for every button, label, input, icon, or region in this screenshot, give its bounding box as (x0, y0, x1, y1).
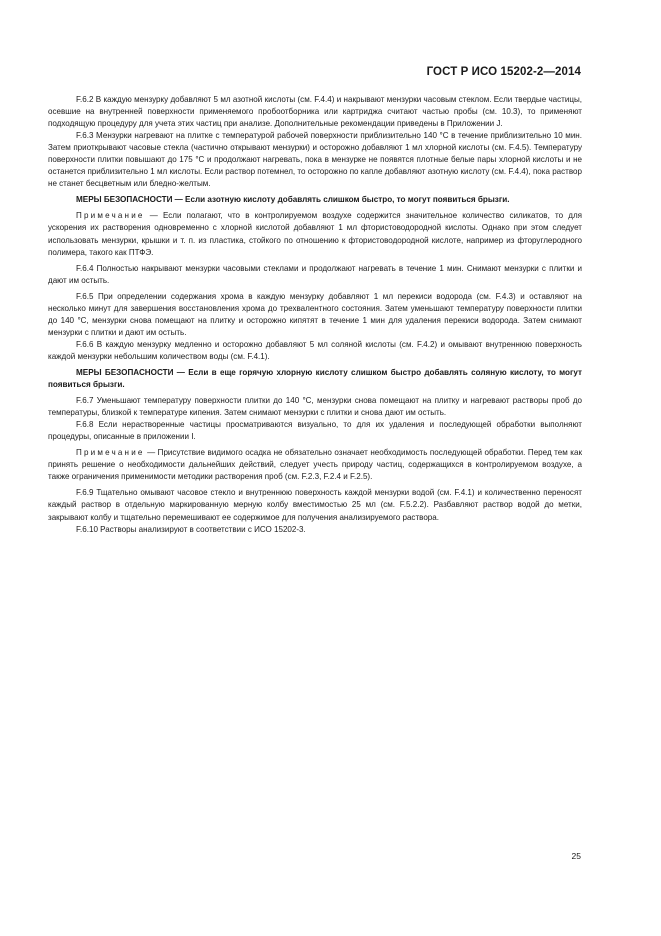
note-text: — Присутствие видимого осадка не обязательно означает необходимость последующей обработки. Перед тем как принять решение о необходимости дальнейших действий, следует учесть природу частиц, содержащихся в контролируемом воздухе, а также ограничения применимости методики растворения проб (см. F.2.3, F.2.4 и F.2.5). (48, 448, 582, 482)
paragraph-f-6-3: F.6.3 Мензурки нагревают на плитке с температурой рабочей поверхности приблизительно 140 °C в течение приблизительно 10 мин. Затем приоткрывают часовые стекла (частично открывают мензурки) и осторожно добавляют 1 мл хлорной кислоты (см. F.4.5). Температуру поверхности плитки повышают до 175 °C и продолжают нагревать, пока в мензурке не появятся плотные белые пары хлорной кислоты и не останется приблизительно 1 мл кислоты. Если раствор потемнел, то осторожно по капле добавляют азотную кислоту (см. F.4.4), пока раствор не станет бесцветным или бледно-желтым. (48, 131, 582, 189)
note-label: Примечание (76, 211, 145, 221)
paragraph-f-6-9: F.6.9 Тщательно омывают часовое стекло и внутреннюю поверхность каждой мензурки водой (см. F.4.1) и количественно переносят каждый раствор в отдельную маркированную мерную колбу вместимостью 25 мл (см. F.5.2.2). Разбавляют раствор водой до метки, закрывают колбу и тщательно перемешивают ее содержимое для получения анализируемого раствора. (48, 488, 582, 522)
document-body (48, 94, 582, 536)
note-text: — Если полагают, что в контролируемом воздухе содержится значительное количество силикатов, то для ускорения их растворения одновременно с хлорной кислотой добавляют 1 мл фтористоводородной кислоты. Однако при этом следует использовать мензурки, крышки и т. п. из пластика, стойкого по отношению к фтористоводородной кислоте, например из фторуглеродного полимера, такого как ПТФЭ. (48, 211, 582, 257)
paragraph-f-6-7: F.6.7 Уменьшают температуру поверхности плитки до 140 °C, мензурки снова помещают на плитку и нагревают растворы проб до температуры, близкой к температуре кипения. Затем снимают мензурки с плитки и снова дают им остыть. (48, 396, 582, 418)
paragraph-f-6-10: F.6.10 Растворы анализируют в соответствии с ИСО 15202-3. (76, 524, 306, 534)
safety-warning: МЕРЫ БЕЗОПАСНОСТИ — Если в еще горячую хлорную кислоту слишком быстро добавлять соляную кислоту, то могут появиться брызги. (48, 367, 582, 390)
paragraph-f-6-4: F.6.4 Полностью накрывают мензурки часовыми стеклами и продолжают нагревать в течение 1 мин. Снимают мензурки с плитки и дают им остыть. (48, 263, 582, 285)
note-paragraph (48, 447, 582, 483)
safety-warning: МЕРЫ БЕЗОПАСНОСТИ — Если азотную кислоту добавлять слишком быстро, то могут появиться брызги. (76, 195, 510, 205)
document-header: ГОСТ Р ИСО 15202-2—2014 (426, 66, 581, 78)
paragraph-f-6-2: F.6.2 В каждую мензурку добавляют 5 мл азотной кислоты (см. F.4.4) и накрывают мензурки часовым стеклом. Если твердые частицы, осевшие на внутренней поверхности применяемого пробоотборника или картриджа считают частью пробы (см. 10.3), то применяют подходящую процедуру для учета этих частиц при анализе. Дополнительные рекомендации приведены в Приложении J. (48, 95, 582, 129)
paragraph-f-6-8: F.6.8 Если нерастворенные частицы просматриваются визуально, то для их удаления и последующей обработки выполняют процедуры, описанные в приложении I. (48, 420, 582, 442)
note-label: Примечание (76, 448, 145, 458)
page-number: 25 (571, 851, 581, 861)
paragraph-f-6-5: F.6.5 При определении содержания хрома в каждую мензурку добавляют 1 мл перекиси водорода (см. F.4.3) и оставляют на несколько минут для завершения восстановления хрома до трехвалентного состояния. Затем уменьшают температуру поверхности плитки до 140 °C, мензурки снова помещают на плитку и осторожно кипятят в течение 1 мин для удаления перекиси водорода. Затем снимают мензурки с плитки и дают им остыть. (48, 291, 582, 337)
paragraph-f-6-6: F.6.6 В каждую мензурку медленно и осторожно добавляют 5 мл соляной кислоты (см. F.4.2) и омывают внутреннюю поверхность каждой мензурки небольшим количеством воды (см. F.4.1). (48, 339, 582, 361)
note-paragraph (48, 210, 582, 258)
